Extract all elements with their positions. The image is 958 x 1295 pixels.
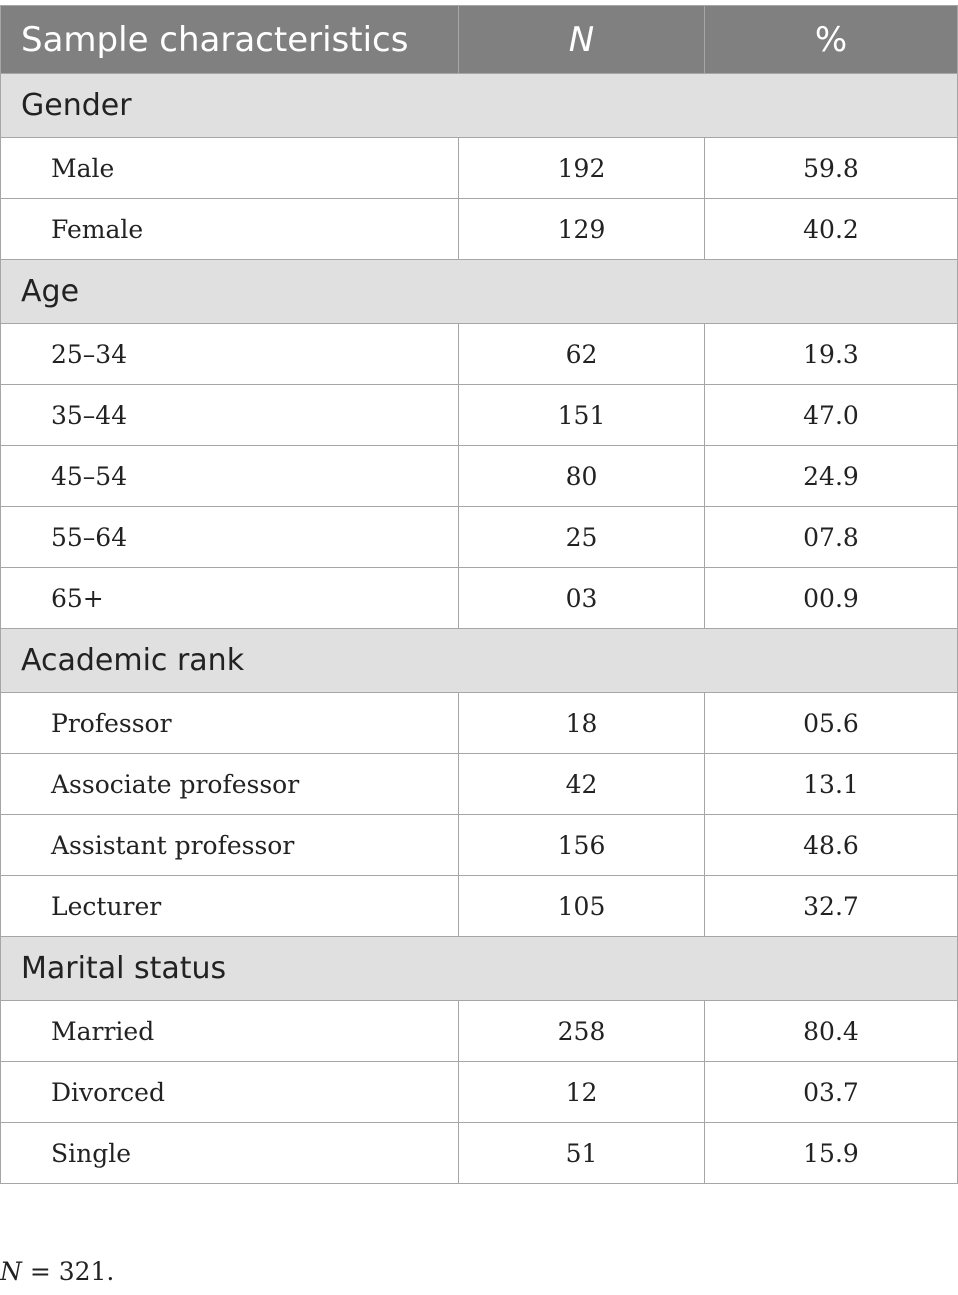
row-n: 80: [459, 446, 705, 507]
row-percent: 48.6: [705, 815, 958, 876]
row-label: Associate professor: [1, 754, 459, 815]
row-percent: 07.8: [705, 507, 958, 568]
row-label: Married: [1, 1001, 459, 1062]
row-n: 18: [459, 693, 705, 754]
row-percent: 80.4: [705, 1001, 958, 1062]
row-n: 12: [459, 1062, 705, 1123]
table-row: [1, 876, 958, 937]
row-percent: 32.7: [705, 876, 958, 937]
row-label: 65+: [1, 568, 459, 629]
footnote-text: = 321.: [21, 1257, 115, 1286]
table-row: [1, 324, 958, 385]
table-row: [1, 815, 958, 876]
group-row: [1, 629, 958, 693]
row-label: Divorced: [1, 1062, 459, 1123]
table-header-row: [1, 6, 958, 74]
row-percent: 59.8: [705, 138, 958, 199]
row-n: 192: [459, 138, 705, 199]
group-row: [1, 74, 958, 138]
sample-characteristics-table: [0, 5, 958, 1184]
row-n: 151: [459, 385, 705, 446]
row-n: 62: [459, 324, 705, 385]
row-label: 45–54: [1, 446, 459, 507]
row-percent: 13.1: [705, 754, 958, 815]
row-label: Lecturer: [1, 876, 459, 937]
table-row: [1, 1062, 958, 1123]
table-row: [1, 1001, 958, 1062]
table-row: [1, 693, 958, 754]
row-n: 42: [459, 754, 705, 815]
row-percent: 00.9: [705, 568, 958, 629]
row-label: 25–34: [1, 324, 459, 385]
row-percent: 19.3: [705, 324, 958, 385]
row-percent: 47.0: [705, 385, 958, 446]
row-n: 03: [459, 568, 705, 629]
row-n: 105: [459, 876, 705, 937]
row-n: 156: [459, 815, 705, 876]
table-row: [1, 568, 958, 629]
group-title: Academic rank: [1, 629, 958, 693]
row-label: Female: [1, 199, 459, 260]
row-percent: 03.7: [705, 1062, 958, 1123]
table-row: [1, 446, 958, 507]
group-title: Gender: [1, 74, 958, 138]
row-label: Assistant professor: [1, 815, 459, 876]
group-title: Age: [1, 260, 958, 324]
table-row: [1, 199, 958, 260]
header-n: N: [459, 6, 705, 74]
row-percent: 40.2: [705, 199, 958, 260]
row-n: 51: [459, 1123, 705, 1184]
table-row: [1, 385, 958, 446]
row-percent: 15.9: [705, 1123, 958, 1184]
row-label: 35–44: [1, 385, 459, 446]
table-row: [1, 507, 958, 568]
group-row: [1, 260, 958, 324]
table-row: [1, 138, 958, 199]
header-percent: %: [705, 6, 958, 74]
header-sample-characteristics: Sample characteristics: [1, 6, 459, 74]
row-percent: 05.6: [705, 693, 958, 754]
table-row: [1, 754, 958, 815]
row-label: Single: [1, 1123, 459, 1184]
row-n: 258: [459, 1001, 705, 1062]
row-percent: 24.9: [705, 446, 958, 507]
row-n: 25: [459, 507, 705, 568]
group-row: [1, 937, 958, 1001]
table-footnote: [0, 1257, 114, 1286]
table-row: [1, 1123, 958, 1184]
row-label: 55–64: [1, 507, 459, 568]
group-title: Marital status: [1, 937, 958, 1001]
footnote-variable: N: [0, 1257, 22, 1286]
row-label: Male: [1, 138, 459, 199]
row-n: 129: [459, 199, 705, 260]
row-label: Professor: [1, 693, 459, 754]
